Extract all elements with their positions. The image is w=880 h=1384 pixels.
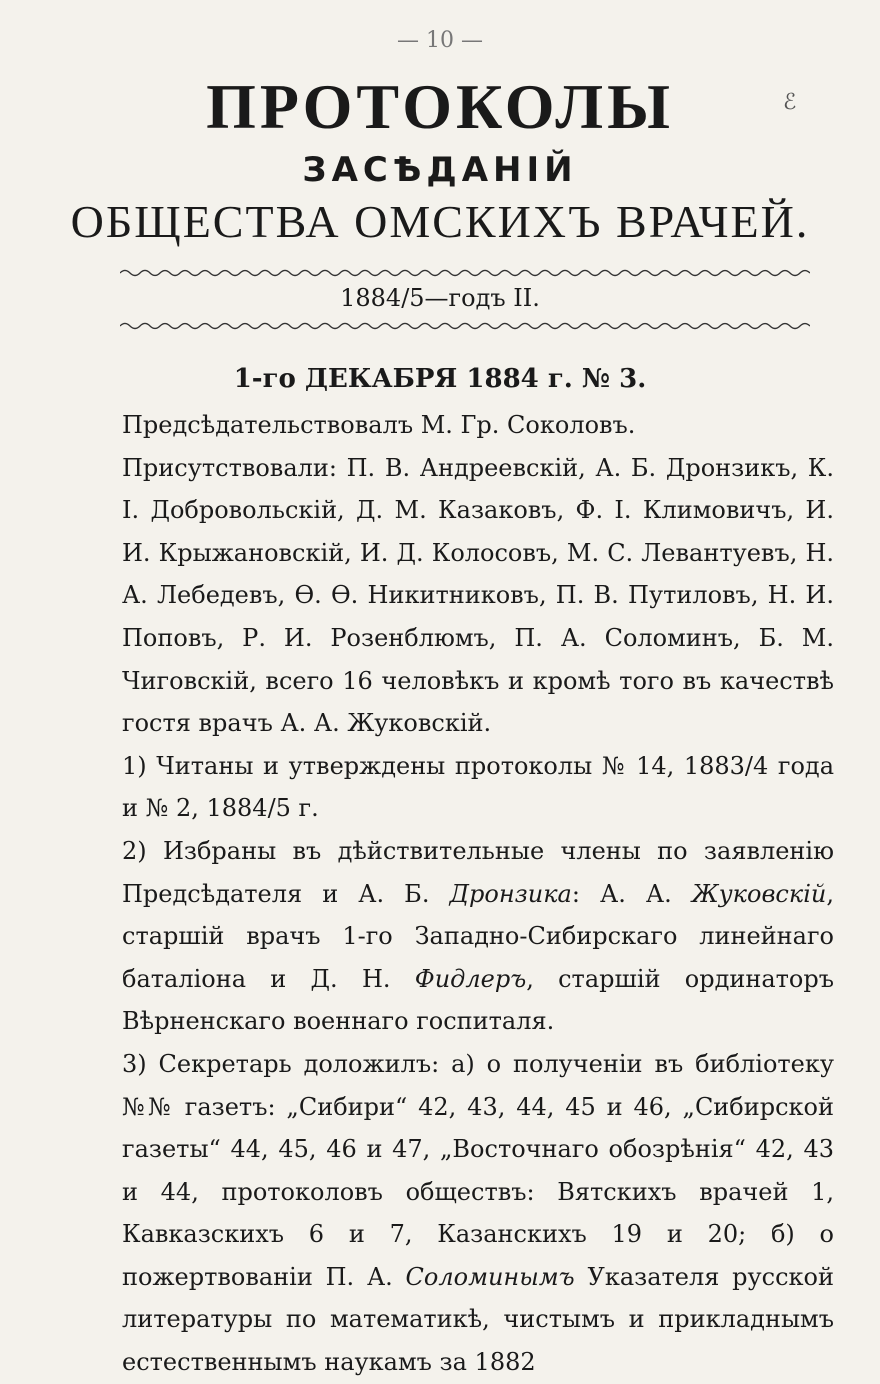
chair-paragraph: Предсѣдательствовалъ М. Гр. Соколовъ. <box>122 411 636 439</box>
item-2-name-zhukovsky: Жуковскій <box>691 879 827 908</box>
item-2-text-4: , старшій ординаторъ Вѣрненскаго военнаго госпиталя. <box>122 964 835 1036</box>
session-date: 1-го ДЕКАБРЯ 1884 г. № 3. <box>233 364 647 394</box>
item-3-text-2: Указателя русской литературы по математикѣ, чистымъ и прикладнымъ естественнымъ наукамъ за 1882 <box>122 1262 834 1377</box>
item-2-text-3: , старшій врачъ 1-го Западно-Сибирскаго линейнаго баталіона и Д. Н. <box>122 879 834 993</box>
margin-mark: ℰ <box>783 90 797 115</box>
title-protocols: ПРОТОКОЛЫ <box>206 71 674 142</box>
item-3-text-1: 3) Секретарь доложилъ: а) о полученіи въ библіотеку №№ газетъ: „Сибири“ 42, 43, 44, 45 и 46, „Сибирской газеты“ 44, 45, 46 и 47, „Восточнаго обозрѣнія“ 42, 43 и 44, протоколовъ обществъ: Вятскихъ врачей 1, Кавказскихъ 6 и 7, Казанскихъ 19 и 20; б) о пожертвованіи П. А. <box>122 1049 834 1291</box>
item-2-text-2: : А. А. <box>571 879 692 908</box>
wavy-rule-top <box>120 268 810 278</box>
item-1-paragraph: 1) Читаны и утверждены протоколы № 14, 1883/4 года и № 2, 1884/5 г. <box>122 751 834 823</box>
item-2-paragraph <box>122 830 834 1043</box>
item-3-paragraph <box>122 1043 834 1384</box>
wavy-rule-bottom <box>120 321 810 331</box>
item-2-name-fidler: Фидлеръ <box>414 964 527 993</box>
page-number: — 10 — <box>397 28 483 53</box>
title-society: ОБЩЕСТВА ОМСКИХЪ ВРАЧЕЙ. <box>70 196 810 247</box>
item-2-text-1: 2) Избраны въ дѣйствительные члены по заявленію Предсѣдателя и А. Б. <box>122 836 834 908</box>
present-paragraph: Присутствовали: П. В. Андреевскій, А. Б. Дронзикъ, К. І. Добровольскій, Д. М. Казаковъ, Ф. І. Климовичъ, И. И. Крыжановскій, И. Д. Колосовъ, М. С. Левантуевъ, Н. А. Лебедевъ, Ѳ. Ѳ. Никитниковъ, П. В. Путиловъ, Н. И. Поповъ, Р. И. Розенблюмъ, П. А. Соломинъ, Б. М. Чиговскій, всего 16 человѣкъ и кромѣ того въ качествѣ гостя врачъ А. А. Жуковскій. <box>122 453 834 738</box>
item-3-name-solomin: Соломинымъ <box>405 1262 575 1291</box>
protocol-body <box>122 404 834 1384</box>
item-2-name-dronzik: Дронзика <box>449 879 572 908</box>
year-line: 1884/5—годъ II. <box>340 284 540 312</box>
title-sessions: ЗАСѢДАНІЙ <box>302 150 578 190</box>
